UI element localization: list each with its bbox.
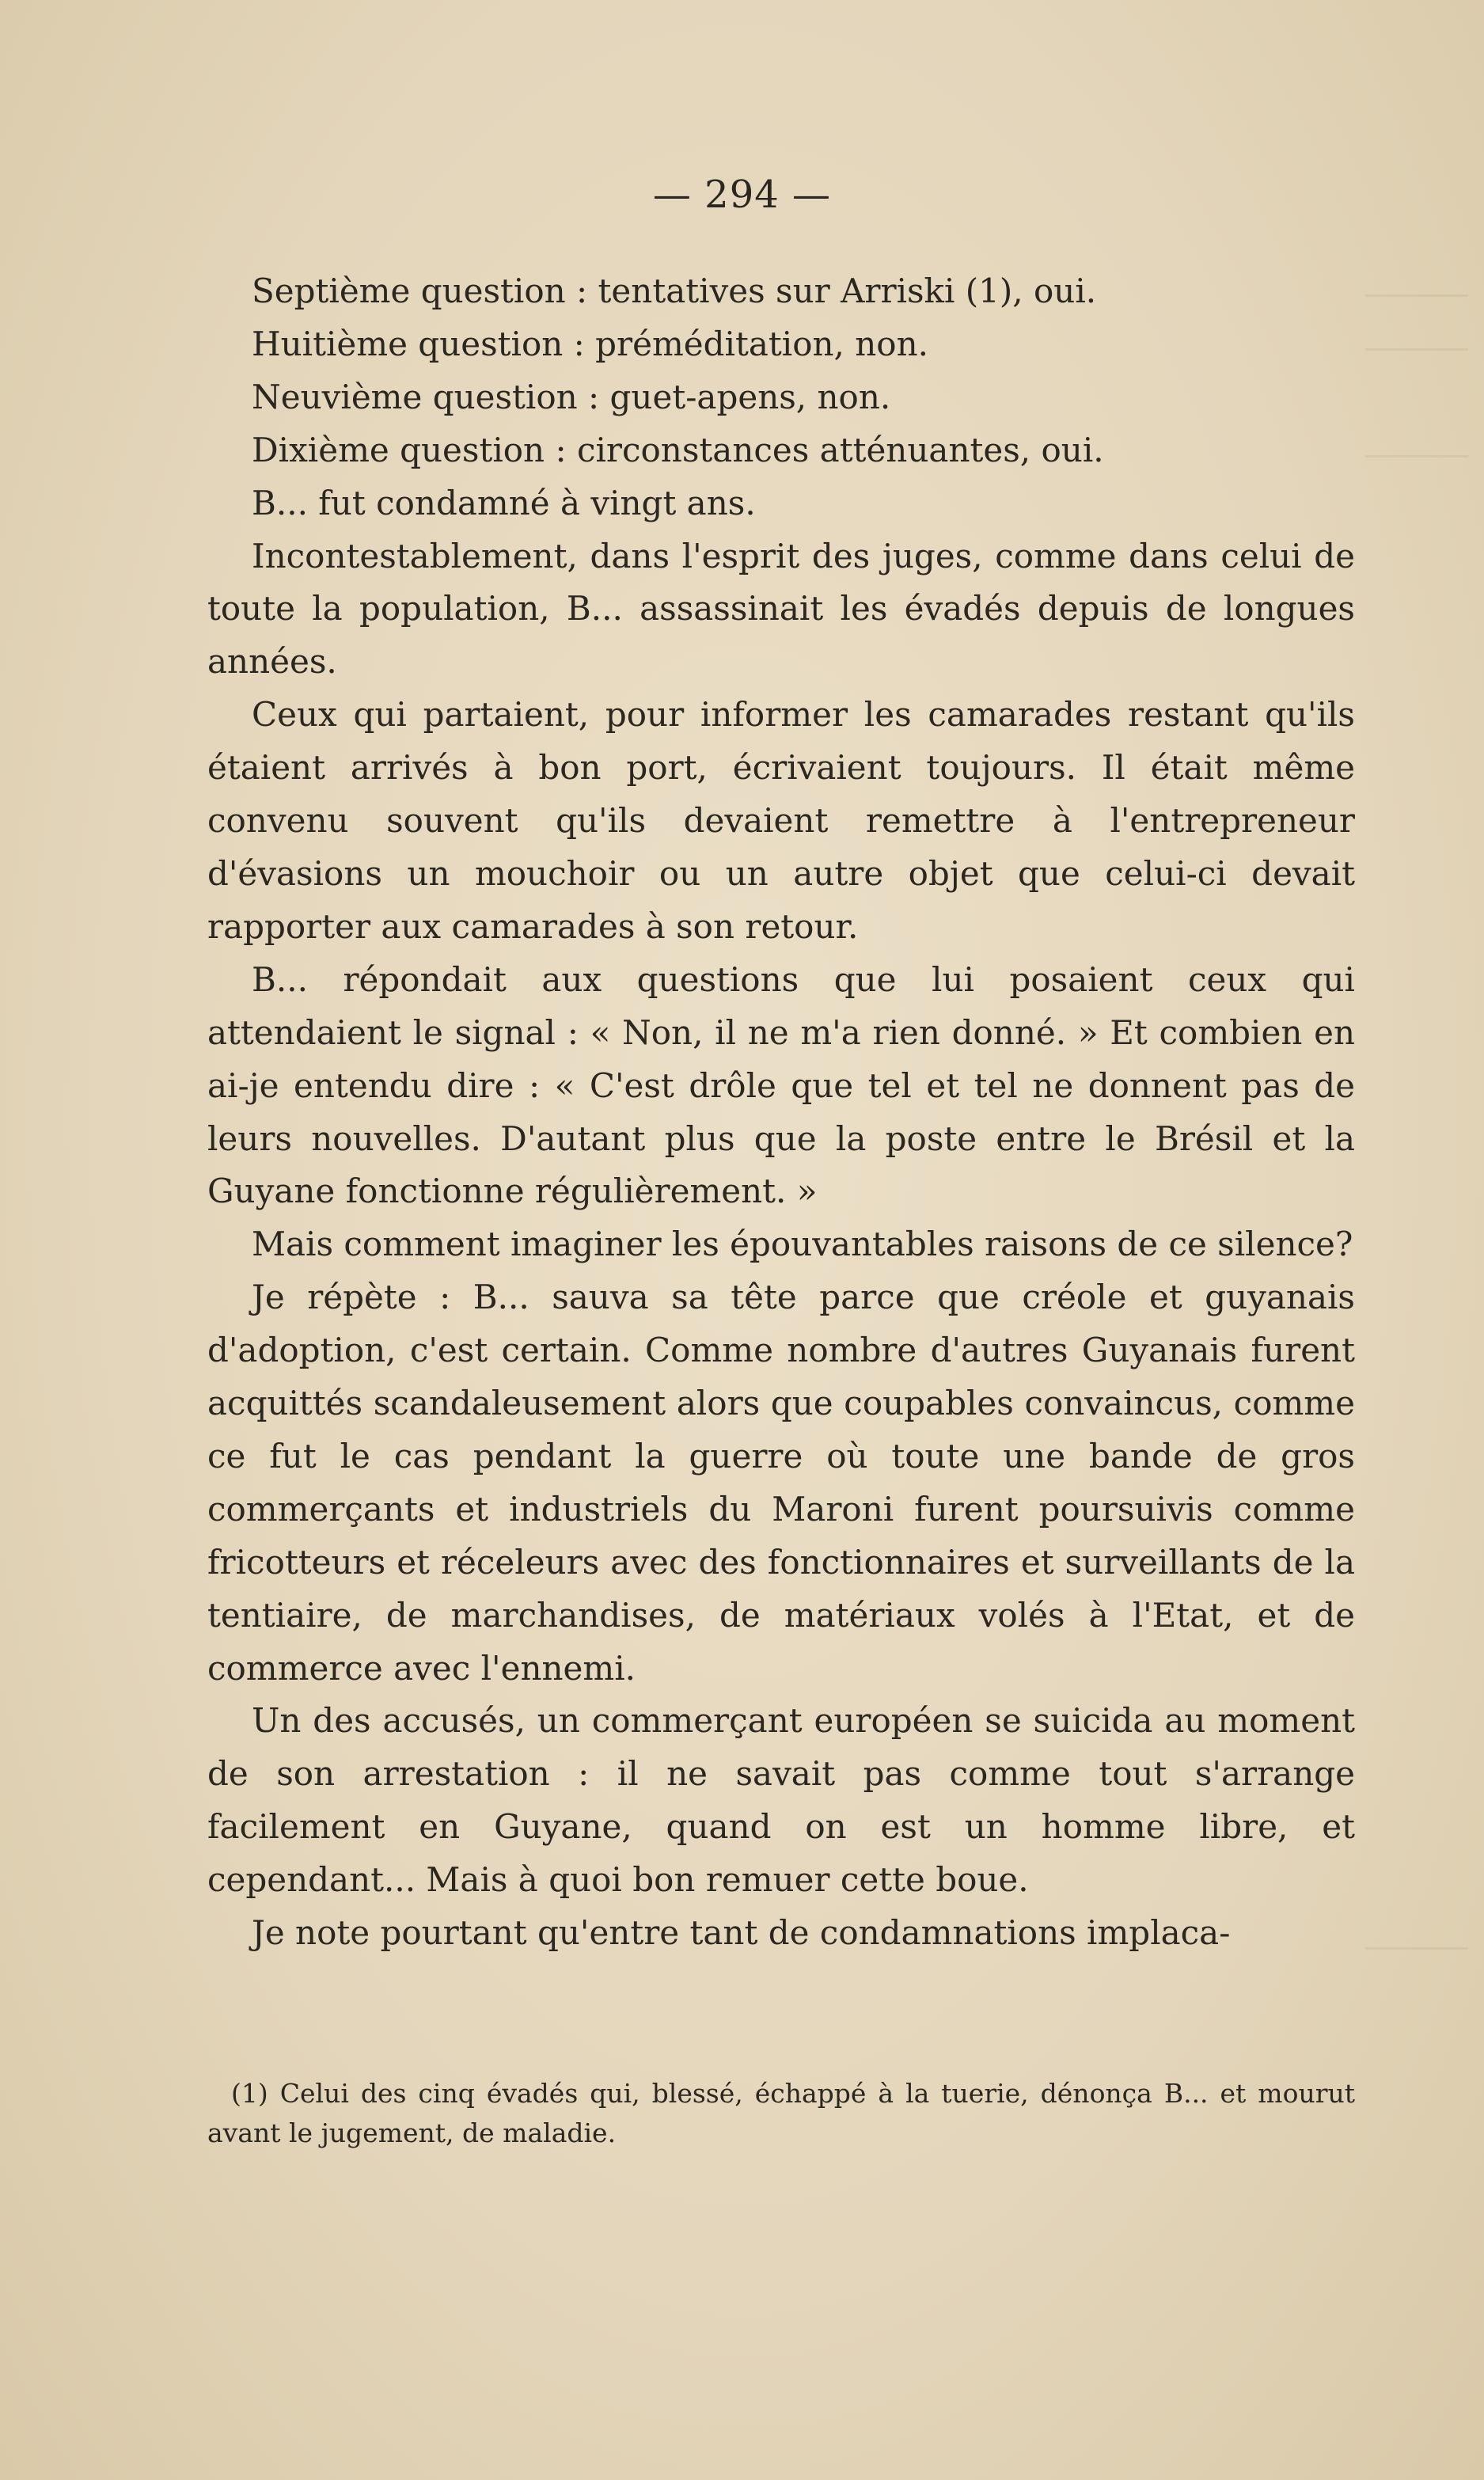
paragraph: Huitième question : préméditation, non. [252,324,928,363]
paragraph: Je répète : B... sauva sa tête parce que créole et guyanais d'adoption, c'est certain. Comme nombre d'autres Guyanais furent acquittés scandaleusement alors que coupables convaincus, comme ce fut le cas pendant la guerre où toute une bande de gros commerçants et industriels du Maroni furent poursuivis comme fricotteurs et réceleurs avec des fonctionnaires et surveillants de la tentiaire, de marchandises, de matériaux volés à l'Etat, et de commerce avec l'ennemi. [207,1278,1355,1688]
footnote [207,2074,1355,2153]
show-through-mark [1365,455,1468,458]
show-through-mark [1365,1947,1468,1950]
paragraph: Je note pourtant qu'entre tant de condamnations implaca- [252,1913,1231,1953]
page-number: — 294 — [652,173,832,217]
paragraph: B... fut condamné à vingt ans. [252,483,756,522]
body-text [207,265,1355,1960]
show-through-mark [1365,294,1468,297]
paragraph: B... répondait aux questions que lui posaient ceux qui attendaient le signal : « Non, il ne m'a rien donné. » Et combien en ai-je entendu dire : « C'est drôle que tel et tel ne donnent pas de leurs nouvelles. D'autant plus que la poste entre le Brésil et la Guyane fonctionne régulièrement. » [207,959,1355,1211]
paragraph: Neuvième question : guet-apens, non. [252,377,891,416]
paragraph: Septième question : tentatives sur Arriski (1), oui. [252,272,1097,310]
paragraph: Un des accusés, un commerçant européen se suicida au moment de son arrestation : il ne savait pas comme tout s'arrange facilement en Guyane, quand on est un homme libre, et cependant... Mais à quoi bon remuer cette boue. [207,1701,1355,1900]
paragraph: Mais comment imaginer les épouvantables raisons de ce silence? [252,1225,1353,1264]
paragraph: Incontestablement, dans l'esprit des juges, comme dans celui de toute la population, B... assassinait les évadés depuis de longues années. [207,536,1355,682]
paragraph: Ceux qui partaient, pour informer les camarades restant qu'ils étaient arrivés à bon port, écrivaient toujours. Il était même convenu souvent qu'ils devaient remettre à l'entrepreneur d'évasions un mouchoir ou un autre objet que celui-ci devait rapporter aux camarades à son retour. [207,695,1355,946]
show-through-mark [1365,348,1468,351]
paragraph: Dixième question : circonstances atténuantes, oui. [252,430,1104,469]
footnote-text: (1) Celui des cinq évadés qui, blessé, échappé à la tuerie, dénonça B... et mourut avant le jugement, de maladie. [207,2078,1355,2148]
